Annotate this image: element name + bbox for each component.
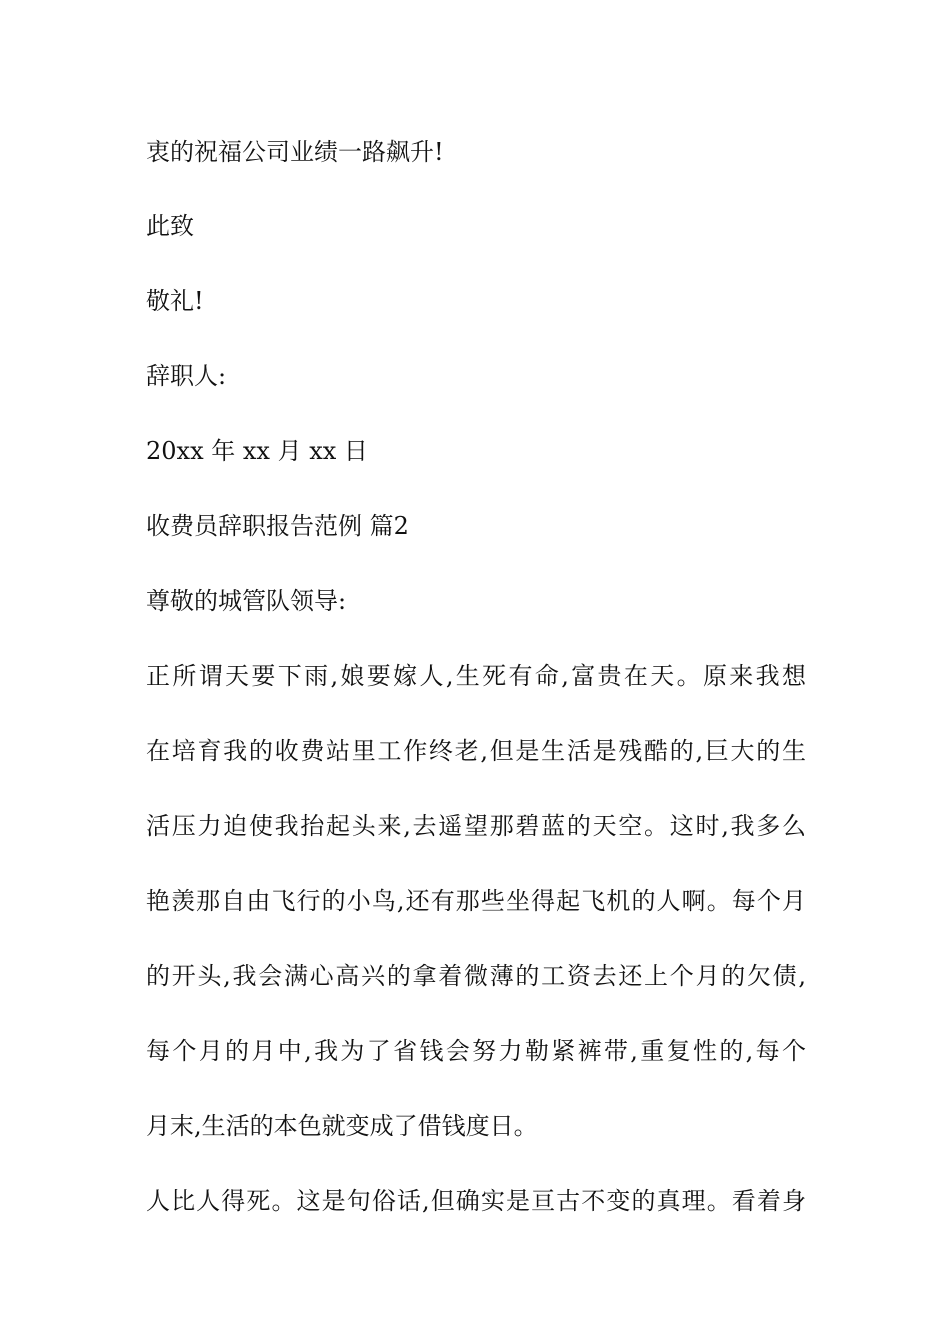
section-title: 收费员辞职报告范例 篇2 (146, 512, 409, 540)
paragraph-1-line: 艳羡那自由飞行的小鸟,还有那些坐得起飞机的人啊。每个月 (146, 887, 806, 915)
signer-label: 辞职人: (146, 362, 227, 390)
paragraph-2-line: 人比人得死。这是句俗话,但确实是亘古不变的真理。看着身 (146, 1187, 806, 1215)
salutation-line-1: 此致 (146, 212, 194, 240)
paragraph-1-line: 在培育我的收费站里工作终老,但是生活是残酷的,巨大的生 (146, 737, 806, 765)
paragraph-1-line: 正所谓天要下雨,娘要嫁人,生死有命,富贵在天。原来我想 (146, 662, 806, 690)
salutation-line-2: 敬礼! (146, 287, 204, 315)
paragraph-1-line: 的开头,我会满心高兴的拿着微薄的工资去还上个月的欠债, (146, 962, 806, 990)
paragraph-1-line: 每个月的月中,我为了省钱会努力勒紧裤带,重复性的,每个 (146, 1037, 806, 1065)
paragraph-1-line: 月末,生活的本色就变成了借钱度日。 (146, 1112, 538, 1140)
addressee-line: 尊敬的城管队领导: (146, 587, 347, 615)
paragraph-1-line: 活压力迫使我抬起头来,去遥望那碧蓝的天空。这时,我多么 (146, 812, 806, 840)
date-line: 20xx 年 xx 月 xx 日 (146, 437, 368, 465)
closing-wish-line: 衷的祝福公司业绩一路飙升! (146, 138, 444, 166)
